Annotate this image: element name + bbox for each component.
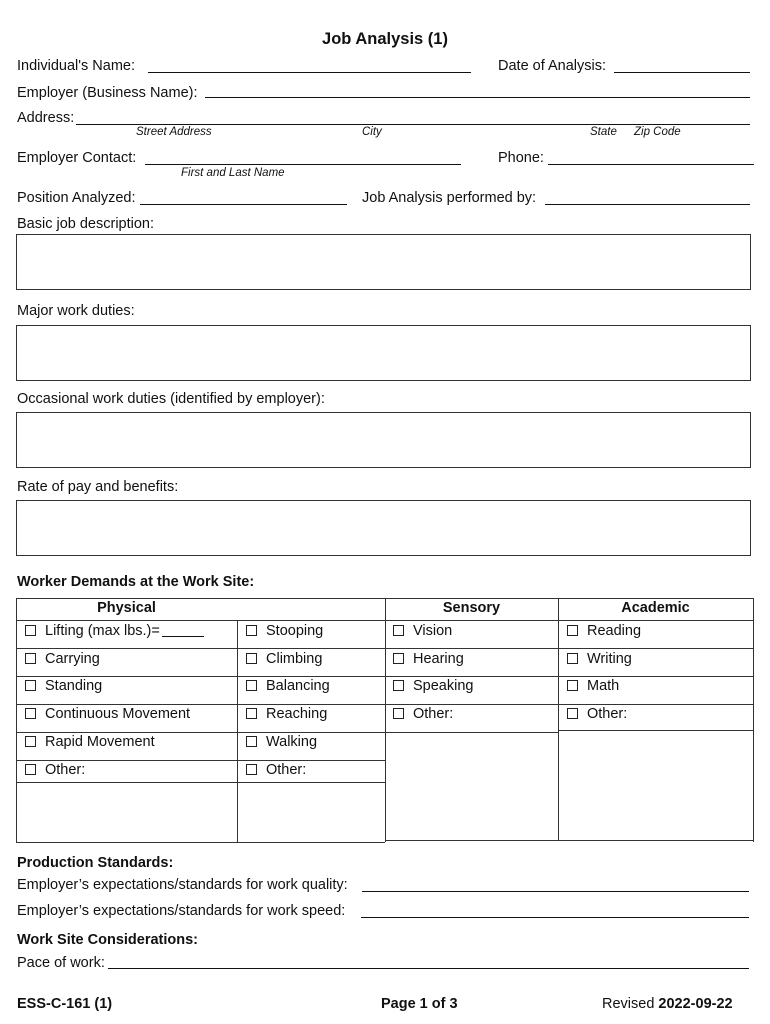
checkbox-icon[interactable] — [246, 736, 257, 747]
checkbox-icon[interactable] — [567, 708, 578, 719]
checkbox-math[interactable]: Math — [567, 678, 619, 694]
checkbox-rapid-movement[interactable]: Rapid Movement — [25, 734, 155, 750]
sensory-header: Sensory — [442, 600, 501, 616]
checkbox-continuous-movement[interactable]: Continuous Movement — [25, 706, 190, 722]
city-caption: City — [362, 126, 382, 138]
checkbox-icon[interactable] — [25, 736, 36, 747]
checkbox-physical-other-1[interactable]: Other: — [25, 762, 85, 778]
checkbox-writing[interactable]: Writing — [567, 651, 632, 667]
checkbox-reaching[interactable]: Reaching — [246, 706, 327, 722]
pace-of-work-field[interactable] — [108, 968, 749, 969]
rate-of-pay-box[interactable] — [16, 500, 751, 556]
basic-job-description-box[interactable] — [16, 234, 751, 290]
employer-contact-label: Employer Contact: — [17, 150, 137, 166]
checkbox-icon[interactable] — [246, 708, 257, 719]
checkbox-icon[interactable] — [25, 764, 36, 775]
checkbox-reading[interactable]: Reading — [567, 623, 641, 639]
checkbox-icon[interactable] — [246, 625, 257, 636]
position-analyzed-label: Position Analyzed: — [17, 190, 136, 206]
checkbox-icon[interactable] — [25, 653, 36, 664]
checkbox-stooping[interactable]: Stooping — [246, 623, 323, 639]
state-caption: State — [590, 126, 617, 138]
rate-of-pay-label: Rate of pay and benefits: — [17, 479, 179, 495]
street-address-caption: Street Address — [136, 126, 212, 138]
checkbox-icon[interactable] — [246, 680, 257, 691]
performed-by-field[interactable] — [545, 204, 750, 205]
worker-demands-table — [16, 598, 753, 842]
lifting-max-field[interactable] — [162, 636, 204, 637]
employer-label: Employer (Business Name): — [17, 85, 198, 101]
checkbox-icon[interactable] — [393, 653, 404, 664]
individual-name-field[interactable] — [148, 72, 471, 73]
checkbox-icon[interactable] — [246, 764, 257, 775]
checkbox-hearing[interactable]: Hearing — [393, 651, 464, 667]
worker-demands-heading: Worker Demands at the Work Site: — [17, 574, 255, 590]
work-speed-field[interactable] — [361, 917, 749, 918]
checkbox-balancing[interactable]: Balancing — [246, 678, 330, 694]
performed-by-label: Job Analysis performed by: — [362, 190, 537, 206]
date-of-analysis-label: Date of Analysis: — [498, 58, 606, 74]
checkbox-walking[interactable]: Walking — [246, 734, 317, 750]
phone-field[interactable] — [548, 164, 754, 165]
work-speed-label: Employer’s expectations/standards for work speed: — [17, 903, 346, 919]
form-id: ESS-C-161 (1) — [17, 996, 113, 1012]
checkbox-vision[interactable]: Vision — [393, 623, 452, 639]
checkbox-sensory-other[interactable]: Other: — [393, 706, 453, 722]
occasional-work-duties-box[interactable] — [16, 412, 751, 468]
checkbox-icon[interactable] — [393, 708, 404, 719]
checkbox-icon[interactable] — [567, 653, 578, 664]
physical-header: Physical — [97, 600, 156, 616]
checkbox-climbing[interactable]: Climbing — [246, 651, 322, 667]
basic-job-description-label: Basic job description: — [17, 216, 155, 232]
major-work-duties-box[interactable] — [16, 325, 751, 381]
address-field[interactable] — [76, 124, 750, 125]
checkbox-icon[interactable] — [567, 625, 578, 636]
checkbox-academic-other[interactable]: Other: — [567, 706, 627, 722]
checkbox-icon[interactable] — [393, 680, 404, 691]
checkbox-lifting[interactable]: Lifting (max lbs.)= — [25, 623, 204, 639]
revised-date: 2022-09-22 — [658, 996, 733, 1012]
employer-field[interactable] — [205, 97, 750, 98]
checkbox-icon[interactable] — [393, 625, 404, 636]
page-title: Job Analysis (1) — [322, 30, 448, 48]
checkbox-physical-other-2[interactable]: Other: — [246, 762, 306, 778]
checkbox-icon[interactable] — [25, 680, 36, 691]
major-work-duties-label: Major work duties: — [17, 303, 135, 319]
revised-label: Revised 2022-09-22 — [602, 996, 733, 1012]
date-of-analysis-field[interactable] — [614, 72, 750, 73]
checkbox-icon[interactable] — [25, 625, 36, 636]
address-label: Address: — [17, 110, 75, 126]
work-site-heading: Work Site Considerations: — [17, 932, 199, 948]
checkbox-icon[interactable] — [246, 653, 257, 664]
work-quality-label: Employer’s expectations/standards for work quality: — [17, 877, 348, 893]
production-standards-heading: Production Standards: — [17, 855, 174, 871]
occasional-work-duties-label: Occasional work duties (identified by employer): — [17, 391, 325, 407]
first-last-name-caption: First and Last Name — [181, 167, 285, 179]
position-analyzed-field[interactable] — [140, 204, 347, 205]
page-number: Page 1 of 3 — [381, 996, 458, 1012]
zip-code-caption: Zip Code — [634, 126, 681, 138]
employer-contact-field[interactable] — [145, 164, 461, 165]
phone-label: Phone: — [498, 150, 544, 166]
checkbox-standing[interactable]: Standing — [25, 678, 102, 694]
individual-name-label: Individual's Name: — [17, 58, 136, 74]
pace-of-work-label: Pace of work: — [17, 955, 105, 971]
academic-header: Academic — [621, 600, 690, 616]
checkbox-carrying[interactable]: Carrying — [25, 651, 100, 667]
checkbox-icon[interactable] — [25, 708, 36, 719]
checkbox-speaking[interactable]: Speaking — [393, 678, 473, 694]
checkbox-icon[interactable] — [567, 680, 578, 691]
work-quality-field[interactable] — [362, 891, 749, 892]
